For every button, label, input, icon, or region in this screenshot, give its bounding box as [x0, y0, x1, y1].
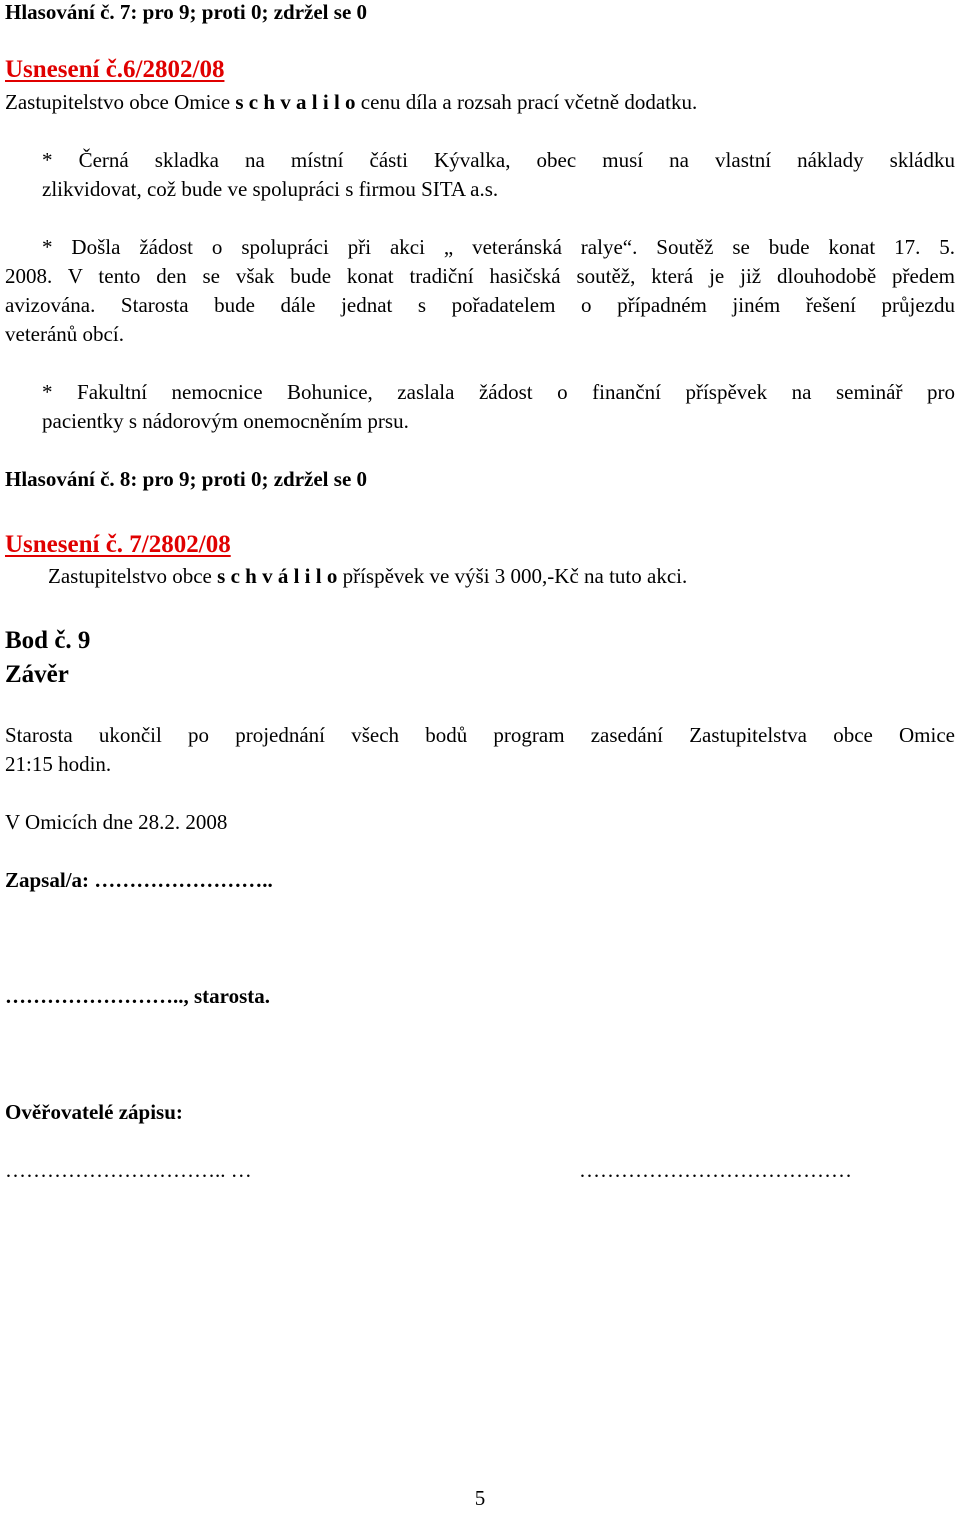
- resolution-6-text: [5, 88, 697, 117]
- bod-9-heading: Bod č. 9: [5, 627, 91, 654]
- resolution-6-pre: Zastupitelstvo obce Omice: [5, 90, 236, 114]
- item-ralye-line3: avizována. Starosta bude dále jednat s pořadatelem o případném jiném řešení průjezdu: [5, 293, 955, 317]
- recorder-signature-line: [5, 866, 273, 895]
- mayor-dots: ……………………..: [5, 984, 184, 1008]
- resolution-6-title: Usnesení č.6/2802/08: [5, 56, 225, 83]
- resolution-7-verb: s c h v á l i l o: [217, 564, 338, 588]
- recorder-label: Zapsal/a:: [5, 868, 90, 892]
- closing-line1: Starosta ukončil po projednání všech bodů program zasedání Zastupitelstva obce Omice: [5, 723, 955, 747]
- item-nemocnice-line2: pacientky s nádorovým onemocněním prsu.: [42, 409, 409, 433]
- mayor-signature-line: [5, 982, 270, 1011]
- verifier-right-dots: …………………………………: [579, 1158, 852, 1182]
- date-line: V Omicích dne 28.2. 2008: [5, 810, 228, 834]
- verifiers-label: Ověřovatelé zápisu:: [5, 1100, 183, 1124]
- resolution-6-verb: s c h v a l i l o: [235, 90, 356, 114]
- resolution-6-post: cenu díla a rozsah prací včetně dodatku.: [355, 90, 698, 114]
- item-ralye-line2: 2008. V tento den se však bude konat tradiční hasičská soutěž, která je již dlouhodobě předem: [5, 264, 955, 288]
- verifier-left-dots: ………………………….. …: [5, 1158, 252, 1182]
- item-nemocnice-line1: * Fakultní nemocnice Bohunice, zaslala žádost o finanční příspěvek na seminář pro: [42, 380, 955, 404]
- vote-8-result: Hlasování č. 8: pro 9; proti 0; zdržel se 0: [5, 467, 368, 491]
- resolution-7-pre: Zastupitelstvo obce: [48, 564, 218, 588]
- resolution-7-title: Usnesení č. 7/2802/08: [5, 531, 231, 558]
- resolution-7-text: [48, 562, 687, 591]
- vote-7-result: Hlasování č. 7: pro 9; proti 0; zdržel se 0: [5, 0, 368, 24]
- item-ralye-line4: veteránů obcí.: [5, 322, 124, 346]
- closing-line2: 21:15 hodin.: [5, 752, 112, 776]
- item-skladka-line1: * Černá skladka na místní části Kývalka, obec musí na vlastní náklady skládku: [42, 148, 955, 172]
- recorder-dots: ……………………..: [89, 868, 273, 892]
- page-number: 5: [474, 1486, 486, 1510]
- bod-9-subheading: Závěr: [5, 661, 69, 688]
- item-skladka-line2: zlikvidovat, což bude ve spolupráci s firmou SITA a.s.: [42, 177, 499, 201]
- item-ralye-line1: * Došla žádost o spolupráci při akci „ veteránská ralye“. Soutěž se bude konat 17. 5.: [42, 235, 955, 259]
- resolution-7-post: příspěvek ve výši 3 000,-Kč na tuto akci.: [337, 564, 688, 588]
- mayor-label: , starosta.: [183, 984, 271, 1008]
